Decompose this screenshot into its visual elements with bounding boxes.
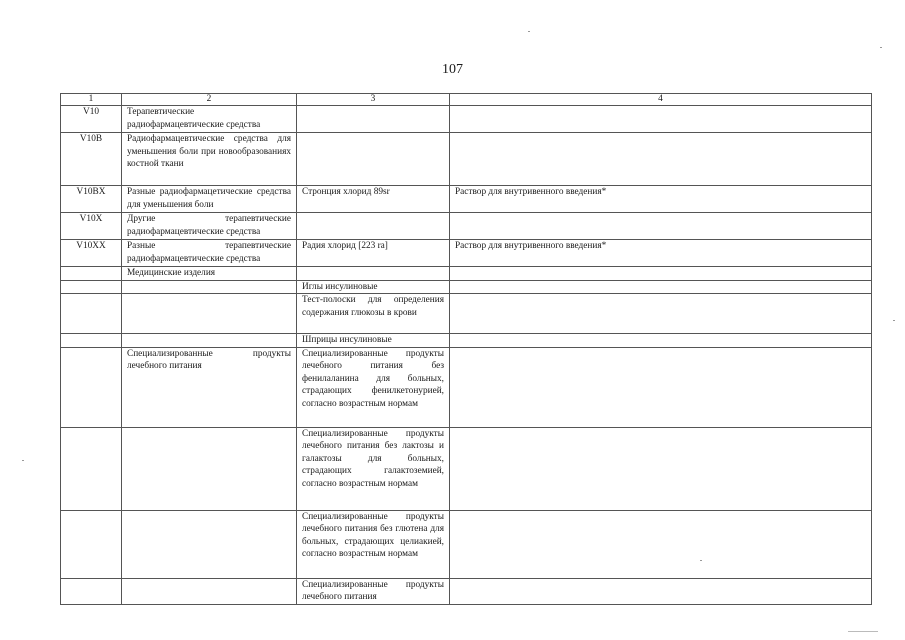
empty-cell — [450, 294, 872, 334]
empty-cell — [122, 578, 297, 604]
empty-cell — [450, 280, 872, 294]
nutrition-product: Специализированные продукты лечебного питания — [297, 578, 450, 604]
device-name: Иглы инсулиновые — [297, 280, 450, 294]
table-row — [61, 213, 872, 240]
dosage-form: Раствор для внутривенного введения* — [450, 186, 872, 213]
empty-cell — [450, 347, 872, 427]
drug-name — [297, 213, 450, 240]
empty-cell — [450, 427, 872, 510]
table-row — [61, 240, 872, 267]
empty-cell — [122, 280, 297, 294]
column-header: 2 — [122, 94, 297, 106]
empty-cell — [61, 294, 122, 334]
group-name: Радиофармацевтические средства для уменьшения боли при новообразованиях костной ткани — [122, 133, 297, 186]
table-row — [61, 347, 872, 427]
scan-speck — [528, 31, 530, 32]
table-row — [61, 427, 872, 510]
empty-cell — [61, 280, 122, 294]
empty-cell — [450, 267, 872, 281]
atc-code: V10B — [61, 133, 122, 186]
empty-cell — [122, 510, 297, 578]
table-row — [61, 294, 872, 334]
empty-cell — [122, 427, 297, 510]
section-heading: Специализированные продукты лечебного питания — [122, 347, 297, 427]
group-name: Другие терапевтические радиофармацевтические средства — [122, 213, 297, 240]
group-name: Терапевтические радиофармацевтические средства — [122, 106, 297, 133]
drug-name: Радия хлорид [223 ra] — [297, 240, 450, 267]
table-header-row — [61, 94, 872, 106]
scan-speck — [880, 47, 882, 48]
dosage-form — [450, 133, 872, 186]
column-header: 1 — [61, 94, 122, 106]
table-row — [61, 106, 872, 133]
empty-cell — [61, 334, 122, 348]
empty-cell — [61, 267, 122, 281]
nutrition-product: Специализированные продукты лечебного питания без фенилаланина для больных, страдающих фенилкетонурией, согласно возрастным нормам — [297, 347, 450, 427]
drug-name — [297, 106, 450, 133]
drug-list-table — [60, 93, 872, 605]
group-name: Разные терапевтические радиофармацевтические средства — [122, 240, 297, 267]
empty-cell — [61, 510, 122, 578]
table-row — [61, 280, 872, 294]
empty-cell — [297, 267, 450, 281]
drug-name — [297, 133, 450, 186]
dosage-form: Раствор для внутривенного введения* — [450, 240, 872, 267]
empty-cell — [450, 578, 872, 604]
nutrition-product: Специализированные продукты лечебного питания без глютена для больных, страдающих целиакией, согласно возрастным нормам — [297, 510, 450, 578]
scan-speck — [848, 631, 878, 632]
table-row — [61, 186, 872, 213]
empty-cell — [450, 510, 872, 578]
table-row — [61, 578, 872, 604]
table-row — [61, 334, 872, 348]
nutrition-product: Специализированные продукты лечебного питания без лактозы и галактозы для больных, страдающих галактоземией, согласно возрастным нормам — [297, 427, 450, 510]
table-row — [61, 510, 872, 578]
group-name: Разные радиофармацетические средства для уменьшения боли — [122, 186, 297, 213]
scan-speck — [22, 460, 24, 461]
column-header: 3 — [297, 94, 450, 106]
column-header: 4 — [450, 94, 872, 106]
section-heading: Медицинские изделия — [122, 267, 297, 281]
atc-code: V10 — [61, 106, 122, 133]
device-name: Тест-полоски для определения содержания глюкозы в крови — [297, 294, 450, 334]
empty-cell — [61, 427, 122, 510]
drug-name: Стронция хлорид 89sr — [297, 186, 450, 213]
scan-speck — [700, 560, 702, 561]
dosage-form — [450, 213, 872, 240]
device-name: Шприцы инсулиновые — [297, 334, 450, 348]
atc-code: V10X — [61, 213, 122, 240]
page-number: 107 — [442, 62, 463, 77]
empty-cell — [122, 294, 297, 334]
atc-code: V10BX — [61, 186, 122, 213]
scan-speck — [893, 320, 895, 321]
empty-cell — [122, 334, 297, 348]
empty-cell — [450, 334, 872, 348]
empty-cell — [61, 578, 122, 604]
section-heading-row — [61, 267, 872, 281]
atc-code: V10XX — [61, 240, 122, 267]
table-row — [61, 133, 872, 186]
empty-cell — [61, 347, 122, 427]
dosage-form — [450, 106, 872, 133]
